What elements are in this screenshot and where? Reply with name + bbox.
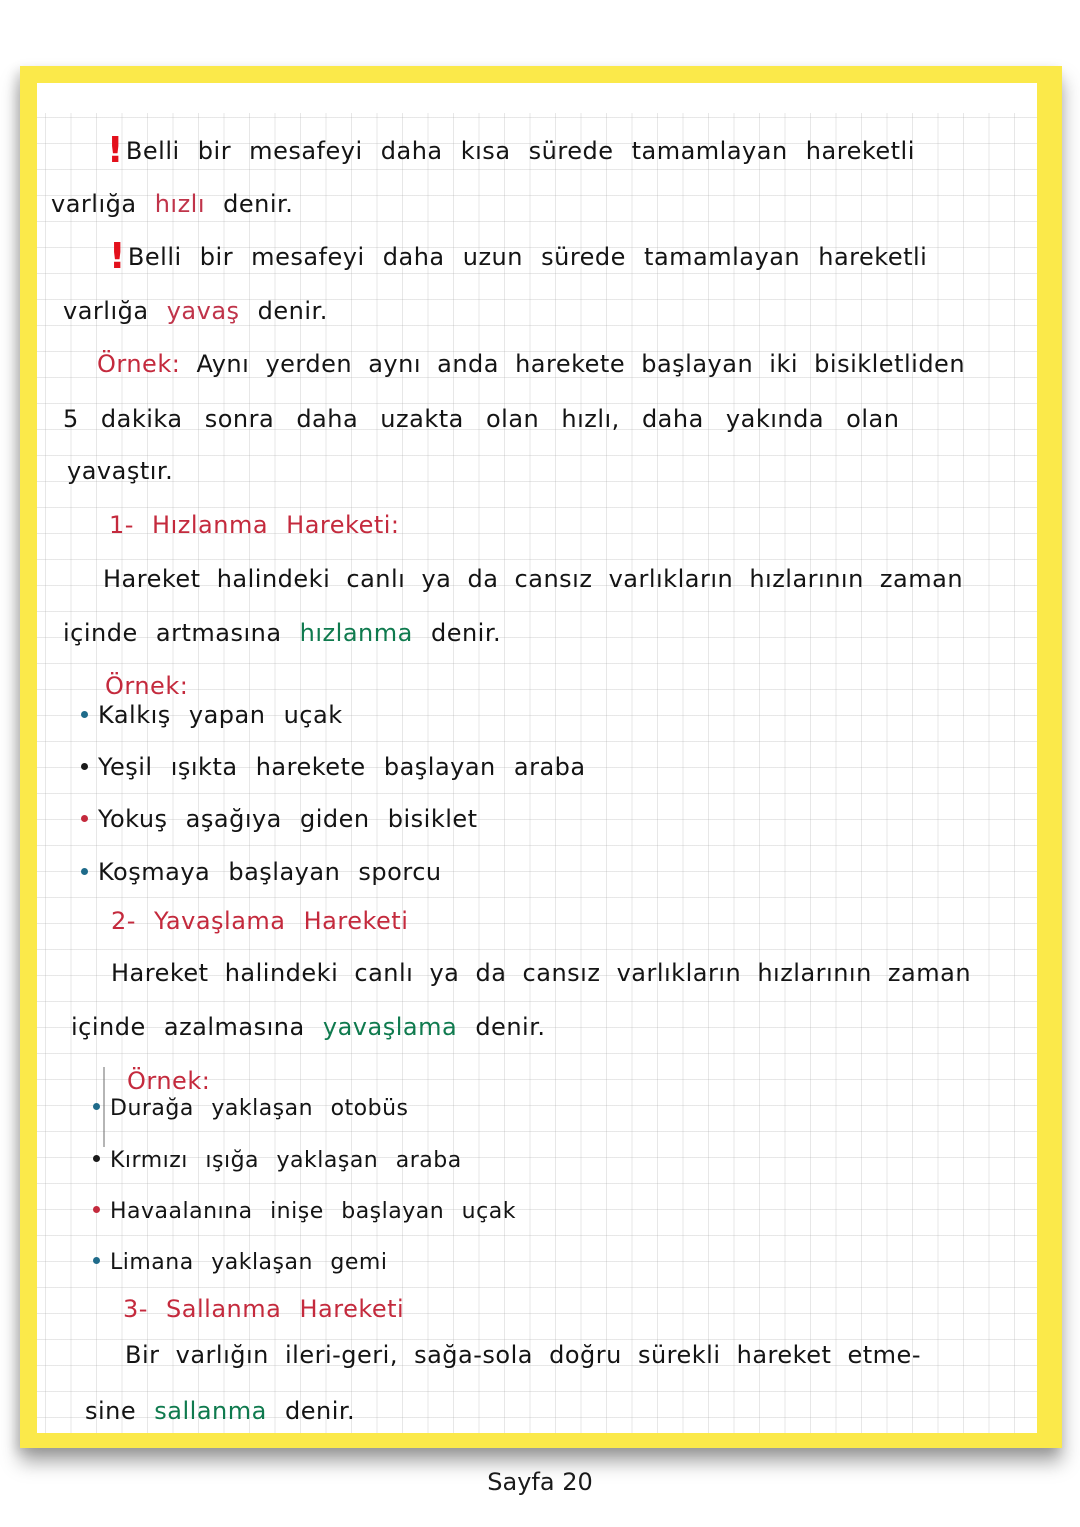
bullet-icon <box>93 1155 100 1162</box>
note-slow-line2: varlığa yavaş denir. <box>63 297 328 325</box>
exclamation-icon: ! <box>109 236 126 277</box>
section-title-hizlanma: 1- Hızlanma Hareketi: <box>109 511 400 539</box>
bullet-icon <box>93 1103 100 1110</box>
list-item: Koşmaya başlayan sporcu <box>81 856 442 888</box>
bullet-icon <box>81 763 88 770</box>
bullet-icon <box>93 1206 100 1213</box>
example-line1: Örnek: Aynı yerden aynı anda harekete başlayan iki bisikletliden <box>97 350 966 378</box>
list-item: Kalkış yapan uçak <box>81 699 343 731</box>
list-item: Havaalanına inişe başlayan uçak <box>93 1196 516 1228</box>
example-line2: 5 dakika sonra daha uzakta olan hızlı, daha yakında olan <box>63 405 900 433</box>
section-2-definition-line2: içinde azalmasına yavaşlama denir. <box>71 1013 546 1041</box>
list-item: Limana yaklaşan gemi <box>93 1247 387 1279</box>
page-number: Sayfa 20 <box>487 1468 593 1496</box>
example-label: Örnek: <box>97 350 181 378</box>
term-yavaslama: yavaşlama <box>322 1013 458 1041</box>
list-item: Yeşil ışıkta harekete başlayan araba <box>81 751 586 783</box>
note-slow-line1: !Belli bir mesafeyi daha uzun sürede tamamlayan hareketli <box>109 236 928 277</box>
section-title-sallanma: 3- Sallanma Hareketi <box>123 1295 405 1323</box>
list-item: Durağa yaklaşan otobüs <box>93 1093 408 1125</box>
bullet-icon <box>81 815 88 822</box>
section-title-yavaslama: 2- Yavaşlama Hareketi <box>111 907 409 935</box>
section-2-example-label: Örnek: <box>127 1067 211 1095</box>
term-sallanma: sallanma <box>154 1397 267 1425</box>
term-yavas: yavaş <box>166 297 240 325</box>
term-hizlanma: hızlanma <box>299 619 413 647</box>
list-item: Kırmızı ışığa yaklaşan araba <box>93 1145 462 1177</box>
section-2-definition-line1: Hareket halindeki canlı ya da cansız varlıkların hızlarının zaman <box>111 959 972 987</box>
section-1-definition-line1: Hareket halindeki canlı ya da cansız varlıkların hızlarının zaman <box>103 565 964 593</box>
bullet-icon <box>93 1257 100 1264</box>
note-fast-line2: varlığa hızlı denir. <box>51 190 294 218</box>
bullet-icon <box>81 711 88 718</box>
section-3-definition-line2: sine sallanma denir. <box>85 1397 356 1425</box>
exclamation-icon: ! <box>107 130 124 171</box>
yellow-frame <box>20 66 1062 1448</box>
bullet-icon <box>81 868 88 875</box>
list-item: Yokuş aşağıya giden bisiklet <box>81 803 478 835</box>
section-1-example-label: Örnek: <box>105 672 189 700</box>
section-1-definition-line2: içinde artmasına hızlanma denir. <box>63 619 502 647</box>
note-fast-line1: !Belli bir mesafeyi daha kısa sürede tamamlayan hareketli <box>107 130 915 171</box>
grid-paper <box>37 83 1037 1433</box>
term-hizli: hızlı <box>154 190 206 218</box>
example-line3: yavaştır. <box>67 457 174 485</box>
section-3-definition-line1: Bir varlığın ileri-geri, sağa-sola doğru sürekli hareket etme- <box>125 1341 921 1369</box>
